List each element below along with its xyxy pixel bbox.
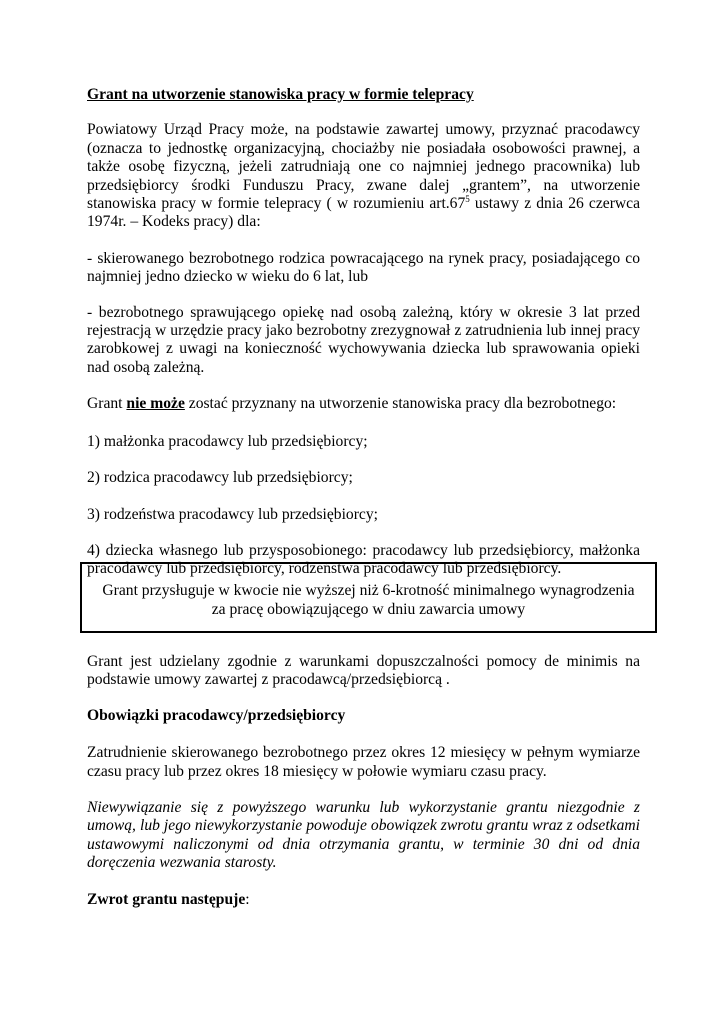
grant-amount-line-1: Grant przysługuje w kwocie nie wyższej niż 6-krotność minimalnego wynagrodzenia [102,582,635,599]
not-allowed-prefix: Grant [87,395,127,413]
not-allowed-emphasis: nie może [126,395,185,413]
condition-parent: - skierowanego bezrobotnego rodzica powracającego na rynek pracy, posiadającego co najmniej jedno dziecko w wieku do 6 lat, lub [87,249,640,286]
condition-caregiver: - bezrobotnego sprawującego opiekę nad osobą zależną, który w okresie 3 lat przed rejestracją w urzędzie pracy jako bezrobotny zrezygnował z zatrudnienia lub innej pracy zarobkowej z uwagi na konieczność wychowywania dziecka lub sprawowania opieki nad osobą zależną. [87,303,640,376]
document-lower-section [87,653,640,909]
document-body [87,86,640,597]
intro-text-1: Powiatowy Urząd Pracy może, na podstawie zawartej umowy, przyznać pracodawcy (oznacza to jednostkę organizacyjną, chociażby nie posiadała osobowości prawnej, a także osobę fizyczną, jeżeli zatrudniają one co najmniej jednego pracownika) lub przedsiębiorcy środki Funduszu Pracy, zwane dalej „grantem”, na utworzenie stanowiska pracy w formie telepracy ( w rozumieniu art.67 [87,121,640,213]
grant-amount-box [80,562,657,633]
grant-amount-line-2: za pracę obowiązującego w dniu zawarcia umowy [211,601,526,618]
list-item: 1) małżonka pracodawcy lub przedsiębiorcy; [87,432,368,450]
non-fulfillment-paragraph: Niewywiązanie się z powyższego warunku lub wykorzystanie grantu niezgodnie z umową, lub jego niewykorzystanie powoduje obowiązek zwrotu grantu wraz z odsetkami ustawowymi naliczonymi od dnia otrzymania grantu, w terminie 30 dni od dnia doręczenia wezwania starosty. [87,799,640,872]
not-allowed-paragraph [87,395,640,413]
refund-heading-line [87,891,640,909]
de-minimis-paragraph: Grant jest udzielany zgodnie z warunkami dopuszczalności pomocy de minimis na podstawie umowy zawartej z pracodawcą/przedsiębiorcą . [87,653,640,689]
article-superscript: 5 [465,194,470,205]
refund-heading: Zwrot grantu następuje [87,890,246,908]
list-item: 3) rodzeństwa pracodawcy lub przedsiębiorcy; [87,505,378,523]
employment-paragraph: Zatrudnienie skierowanego bezrobotnego przez okres 12 miesięcy w pełnym wymiarze czasu pracy lub przez okres 18 miesięcy w połowie wymiaru czasu pracy. [87,744,640,780]
obligations-heading: Obowiązki pracodawcy/przedsiębiorcy [87,706,346,724]
intro-paragraph [87,121,640,231]
not-allowed-suffix: zostać przyznany na utworzenie stanowiska pracy dla bezrobotnego: [184,395,617,413]
list-item: 2) rodzica pracodawcy lub przedsiębiorcy; [87,469,353,487]
page-title: Grant na utworzenie stanowiska pracy w formie telepracy [87,86,474,103]
list-item: 4) dziecka własnego lub przysposobionego: pracodawcy lub przedsiębiorcy, małżonka pracodawcy lub przedsiębiorcy, rodzeństwa pracodawcy lub przedsiębiorcy. [87,541,640,578]
refund-colon: : [245,890,250,908]
intro-text-2: ustawy z dnia 26 czerwca 1974r. – Kodeks pracy) dla: [87,195,640,231]
